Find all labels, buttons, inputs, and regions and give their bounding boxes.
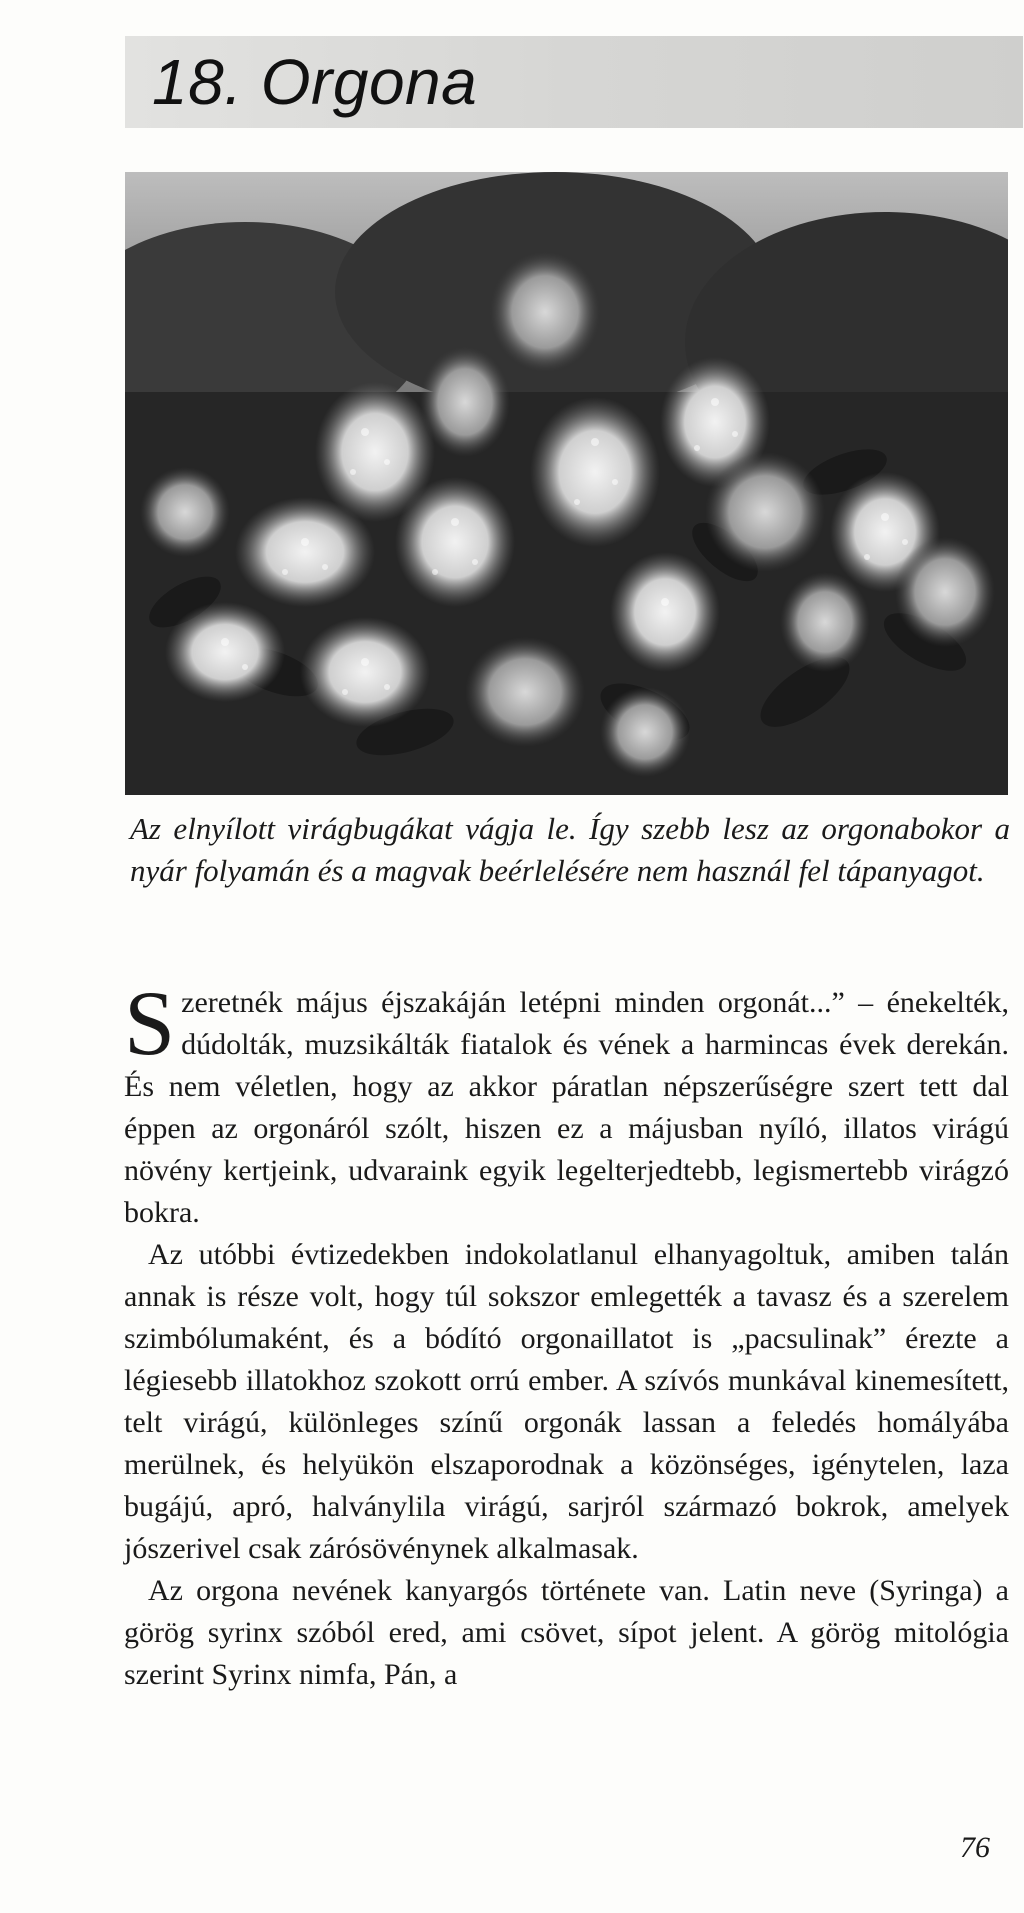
chapter-title: 18. Orgona	[152, 46, 478, 118]
photo-caption: Az elnyílott virágbugákat vágja le. Így szebb lesz az orgonabokor a nyár folyamán és a magvak beérlelésére nem használ fel tápanyagot.	[130, 811, 1010, 888]
lilac-photo	[125, 172, 1008, 795]
page-number: 76	[960, 1831, 990, 1864]
lilac-bush-illustration	[125, 172, 1008, 795]
paragraph-3: Az orgona nevének kanyargós története van. Latin neve (Syringa) a görög syrinx szóból ered, ami csövet, sípot jelent. A görög mitológia szerint Syrinx nimfa, Pán, a	[124, 1574, 1009, 1691]
drop-cap: S	[124, 972, 176, 1074]
paragraph-1	[124, 972, 1009, 1234]
article-body	[124, 972, 1009, 1696]
paragraph-2: Az utóbbi évtizedekben indokolatlanul elhanyagoltuk, amiben talán annak is része volt, hogy túl sokszor emlegették a tavasz és a szerelem szimbólumaként, és a bódító orgonaillatot is „pacsulinak” érezte a légiesebb illatokhoz szokott orrú ember. A szívós munkával kinemesített, telt virágú, különleges színű orgonák lassan a feledés homályába merülnek, és helyükön elszaporodnak a közönséges, igénytelen, laza bugájú, apró, halványlila virágú, sarjról származó bokrok, amelyek jószerivel csak zárósövénynek alkalmasak.	[124, 1238, 1009, 1565]
paragraph-1-text: zeretnék május éjszakáján letépni minden orgonát...” – énekelték, dúdolták, muzsikálták fiatalok és vének a harmincas évek derekán. És nem véletlen, hogy az akkor páratlan népszerűségre szert tett dal éppen az orgonáról szólt, hiszen ez a májusban nyíló, illatos virágú növény kertjeink, udvaraink egyik legelterjedtebb, legismertebb virágzó bokra.	[124, 986, 1009, 1229]
